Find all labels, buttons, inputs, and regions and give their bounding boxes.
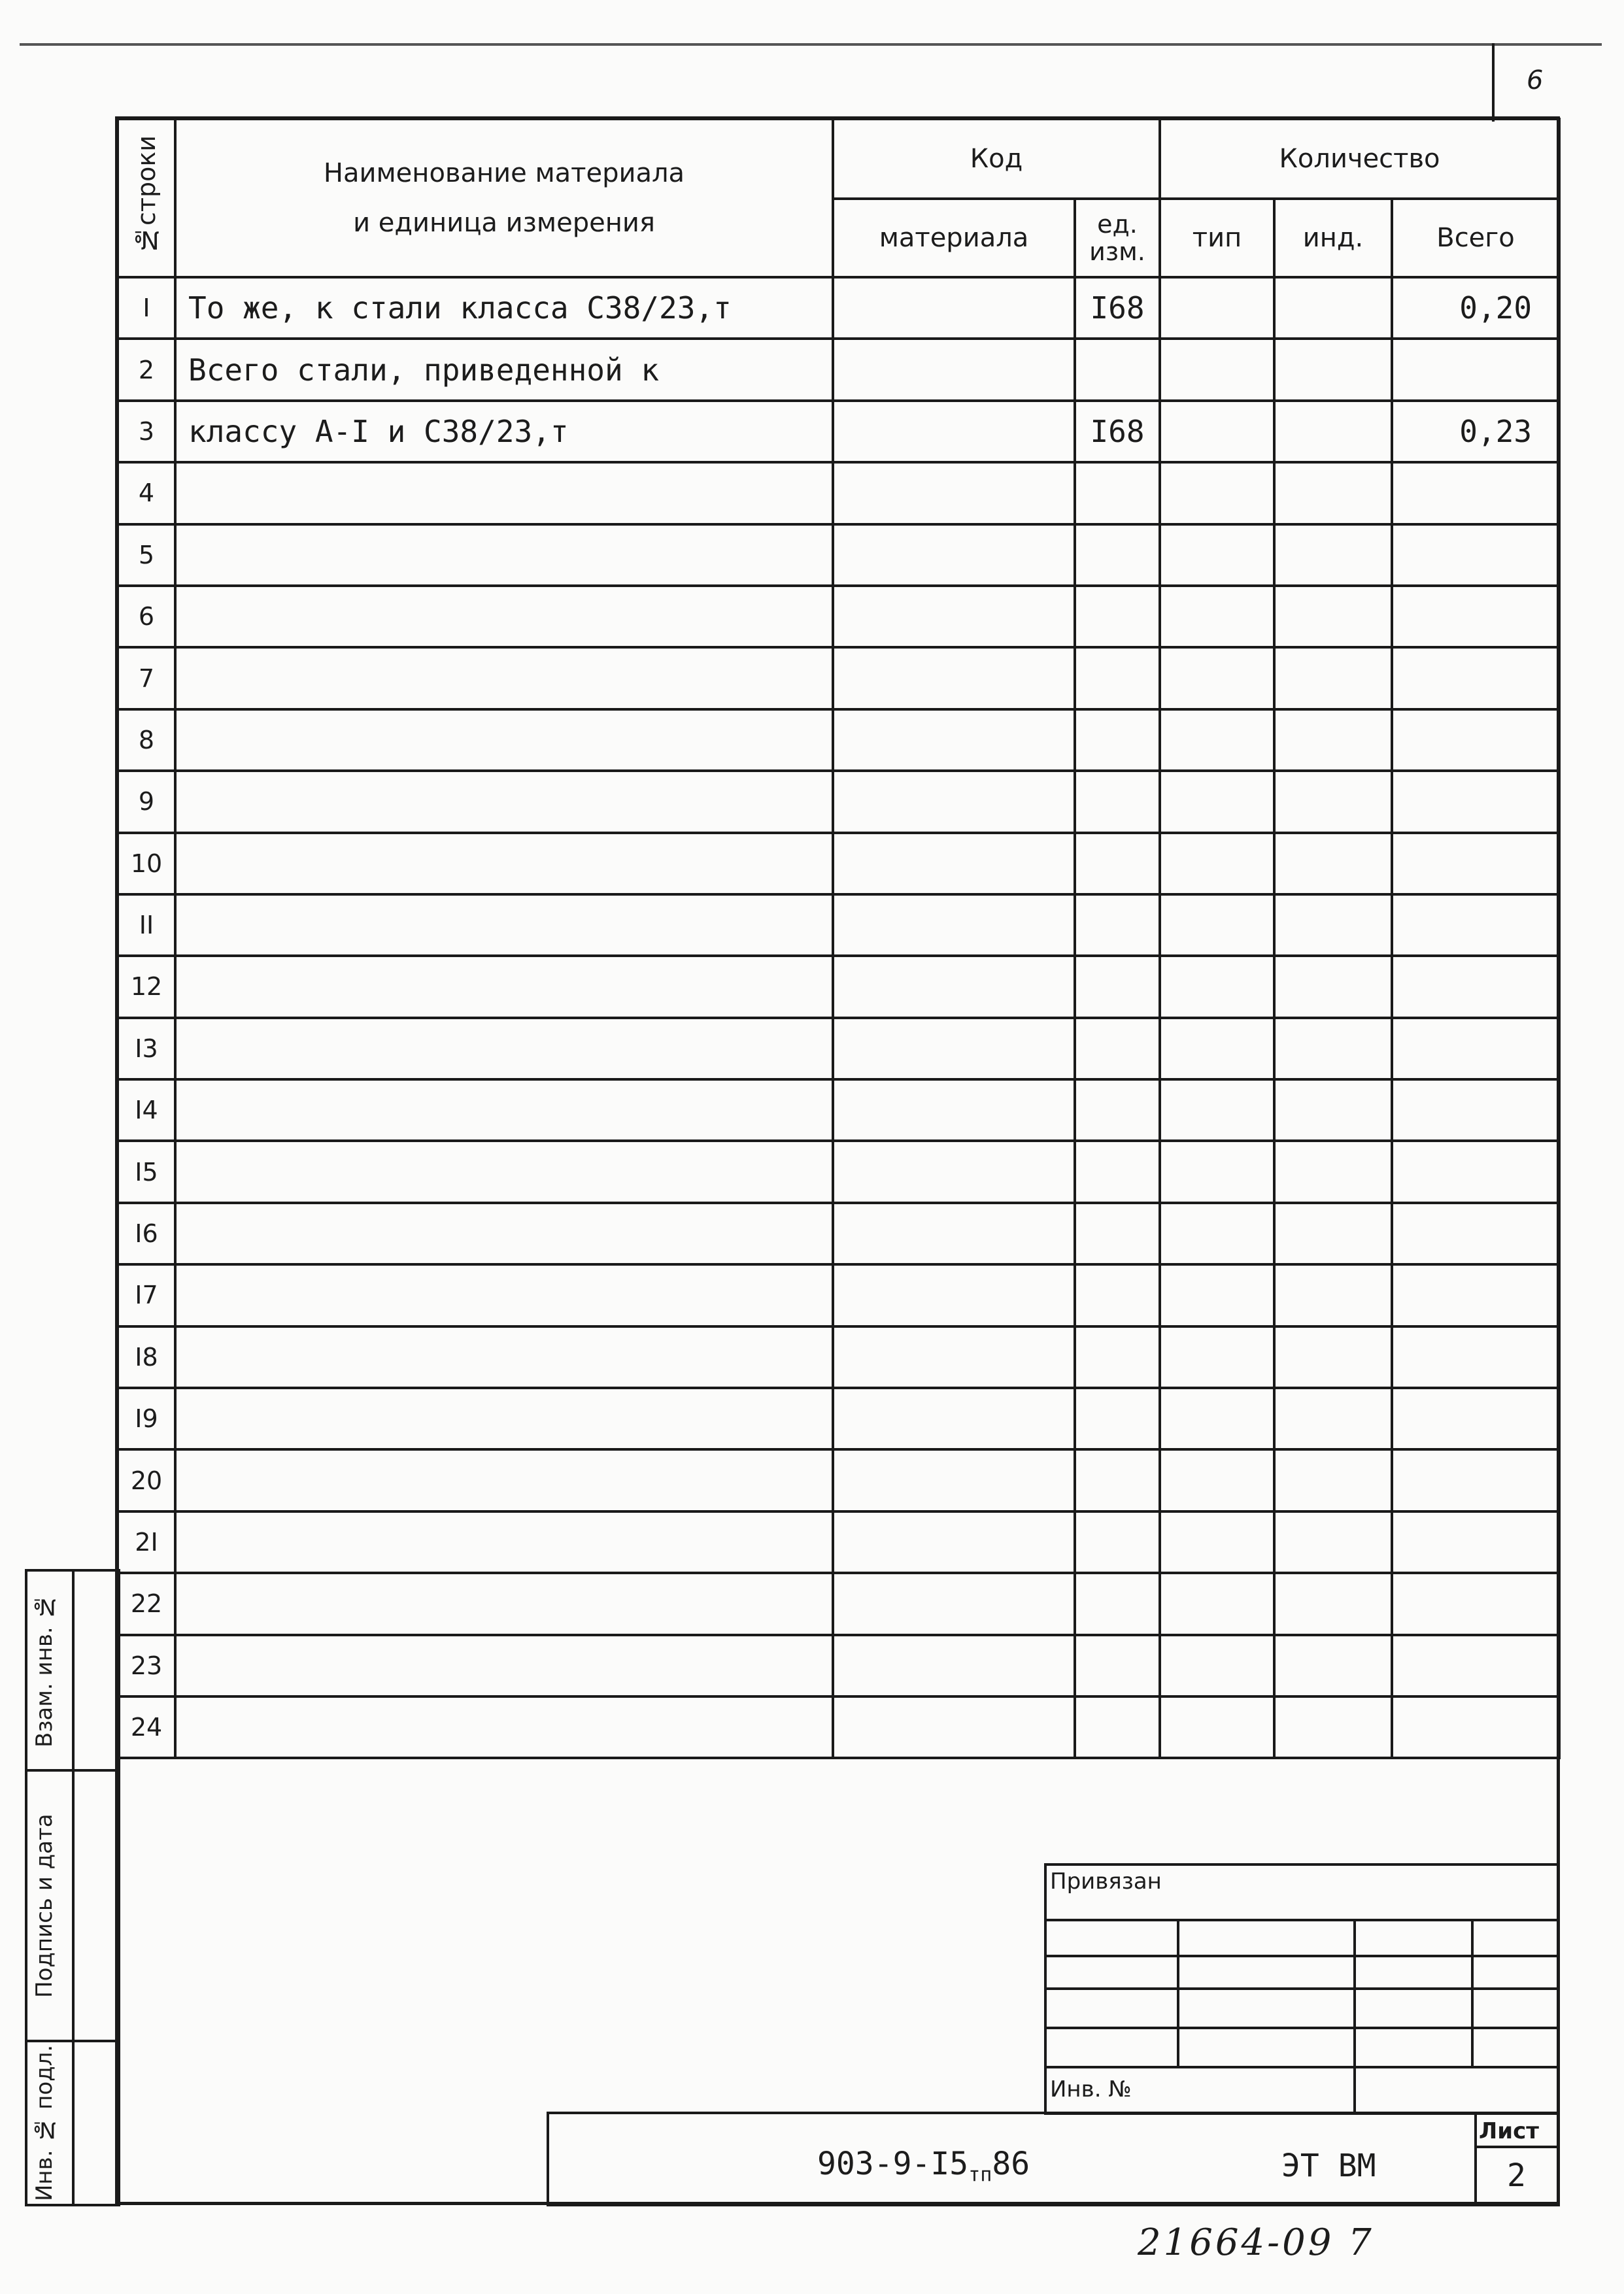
qty-ind-cell bbox=[1274, 956, 1392, 1017]
qty-total-cell bbox=[1392, 1203, 1559, 1264]
qty-type-cell bbox=[1160, 833, 1274, 894]
material-code-cell bbox=[833, 1326, 1075, 1388]
material-name-cell bbox=[175, 586, 833, 647]
header-row-number: №строки bbox=[118, 119, 175, 277]
qty-ind-cell bbox=[1274, 524, 1392, 586]
row-number-cell: 23 bbox=[118, 1635, 175, 1696]
row-number-cell: I6 bbox=[118, 1203, 175, 1264]
material-name-cell bbox=[175, 771, 833, 832]
material-code-cell bbox=[833, 1141, 1075, 1202]
header-material-name: Наименование материала и единица измерения bbox=[175, 119, 833, 277]
material-name-cell: То же, к стали класса С38/23,т bbox=[175, 277, 833, 339]
qty-type-cell bbox=[1160, 894, 1274, 956]
inv-no-label: Инв. № bbox=[1050, 2076, 1132, 2102]
attached-vline-1 bbox=[1177, 1919, 1179, 2066]
qty-total-cell bbox=[1392, 1326, 1559, 1388]
qty-type-cell bbox=[1160, 1635, 1274, 1696]
material-code-cell bbox=[833, 1388, 1075, 1449]
attached-vline-2 bbox=[1353, 1919, 1356, 2115]
table-row bbox=[118, 586, 1559, 647]
table-row bbox=[118, 894, 1559, 956]
qty-ind-cell bbox=[1274, 277, 1392, 339]
qty-type-cell bbox=[1160, 1018, 1274, 1079]
qty-type-cell bbox=[1160, 771, 1274, 832]
table-row bbox=[118, 1449, 1559, 1511]
table-row bbox=[118, 956, 1559, 1017]
unit-code-cell bbox=[1075, 1141, 1160, 1202]
header-row-top bbox=[118, 119, 1559, 199]
table-row bbox=[118, 339, 1559, 400]
handwritten-archive-number: 21664-09 7 bbox=[1138, 2221, 1374, 2264]
material-code-cell bbox=[833, 401, 1075, 462]
unit-code-cell: I68 bbox=[1075, 277, 1160, 339]
material-code-cell bbox=[833, 709, 1075, 771]
material-name-cell bbox=[175, 1635, 833, 1696]
qty-type-cell bbox=[1160, 462, 1274, 524]
table-row bbox=[118, 833, 1559, 894]
material-name-cell bbox=[175, 1326, 833, 1388]
material-code-cell bbox=[833, 586, 1075, 647]
corner-sheet-number: 6 bbox=[1527, 65, 1544, 95]
attached-label: Привязан bbox=[1050, 1868, 1162, 1895]
material-name-cell bbox=[175, 1079, 833, 1141]
material-name-cell bbox=[175, 1511, 833, 1573]
row-number-cell: 4 bbox=[118, 462, 175, 524]
side-box-signature-divider bbox=[72, 1769, 75, 2042]
unit-code-cell bbox=[1075, 1018, 1160, 1079]
side-label-vzam-inv: Взам. инв. № bbox=[31, 1593, 58, 1747]
row-number-cell: 9 bbox=[118, 771, 175, 832]
material-code-cell bbox=[833, 1264, 1075, 1326]
qty-ind-cell bbox=[1274, 833, 1392, 894]
qty-total-cell bbox=[1392, 647, 1559, 709]
qty-type-cell bbox=[1160, 1388, 1274, 1449]
unit-code-cell bbox=[1075, 1573, 1160, 1634]
row-number-cell: 8 bbox=[118, 709, 175, 771]
qty-total-cell bbox=[1392, 1511, 1559, 1573]
unit-code-cell bbox=[1075, 1388, 1160, 1449]
material-code-cell bbox=[833, 1696, 1075, 1758]
material-name-cell bbox=[175, 894, 833, 956]
unit-code-cell bbox=[1075, 771, 1160, 832]
material-code-cell bbox=[833, 1573, 1075, 1634]
side-label-inv-podl: Инв. № подл. bbox=[31, 2044, 58, 2202]
material-name-cell bbox=[175, 956, 833, 1017]
qty-type-cell bbox=[1160, 1511, 1274, 1573]
qty-total-cell bbox=[1392, 1573, 1559, 1634]
qty-type-cell bbox=[1160, 1079, 1274, 1141]
material-name-cell bbox=[175, 1018, 833, 1079]
unit-code-cell bbox=[1075, 1264, 1160, 1326]
material-code-cell bbox=[833, 771, 1075, 832]
document-mark: ЭТ ВМ bbox=[1281, 2148, 1376, 2184]
qty-type-cell bbox=[1160, 401, 1274, 462]
material-code-cell bbox=[833, 1018, 1075, 1079]
row-number-cell: I4 bbox=[118, 1079, 175, 1141]
unit-code-cell: I68 bbox=[1075, 401, 1160, 462]
header-qty-ind: инд. bbox=[1274, 199, 1392, 277]
row-number-cell: I9 bbox=[118, 1388, 175, 1449]
header-qty-total: Всего bbox=[1392, 199, 1559, 277]
table-row bbox=[118, 771, 1559, 832]
qty-ind-cell bbox=[1274, 1264, 1392, 1326]
qty-total-cell bbox=[1392, 1635, 1559, 1696]
sheet-label-divider bbox=[1474, 2146, 1560, 2148]
row-number-cell: 10 bbox=[118, 833, 175, 894]
qty-total-cell bbox=[1392, 1141, 1559, 1202]
row-number-cell: 22 bbox=[118, 1573, 175, 1634]
qty-total-cell bbox=[1392, 1264, 1559, 1326]
table-row bbox=[118, 709, 1559, 771]
qty-total-cell bbox=[1392, 709, 1559, 771]
table-row bbox=[118, 277, 1559, 339]
material-code-cell bbox=[833, 894, 1075, 956]
qty-ind-cell bbox=[1274, 462, 1392, 524]
material-code-cell bbox=[833, 339, 1075, 400]
material-name-cell bbox=[175, 1573, 833, 1634]
row-number-cell: I bbox=[118, 277, 175, 339]
qty-total-cell bbox=[1392, 1079, 1559, 1141]
qty-ind-cell bbox=[1274, 401, 1392, 462]
material-code-cell bbox=[833, 524, 1075, 586]
material-name-cell bbox=[175, 1449, 833, 1511]
qty-total-cell bbox=[1392, 833, 1559, 894]
attached-line-1 bbox=[1044, 1919, 1560, 1921]
material-name-cell bbox=[175, 1696, 833, 1758]
qty-ind-cell bbox=[1274, 1079, 1392, 1141]
row-number-cell: I7 bbox=[118, 1264, 175, 1326]
title-stamp bbox=[547, 2112, 1560, 2206]
material-name-cell bbox=[175, 1388, 833, 1449]
material-code-cell bbox=[833, 1635, 1075, 1696]
qty-total-cell bbox=[1392, 771, 1559, 832]
qty-ind-cell bbox=[1274, 1203, 1392, 1264]
qty-total-cell bbox=[1392, 1696, 1559, 1758]
material-name-cell: классу А-I и С38/23,т bbox=[175, 401, 833, 462]
unit-code-cell bbox=[1075, 1511, 1160, 1573]
row-number-cell: I8 bbox=[118, 1326, 175, 1388]
qty-type-cell bbox=[1160, 956, 1274, 1017]
material-name-cell bbox=[175, 524, 833, 586]
table-row bbox=[118, 647, 1559, 709]
unit-code-cell bbox=[1075, 586, 1160, 647]
table-row bbox=[118, 1018, 1559, 1079]
qty-type-cell bbox=[1160, 339, 1274, 400]
material-name-cell bbox=[175, 647, 833, 709]
qty-type-cell bbox=[1160, 1573, 1274, 1634]
qty-total-cell bbox=[1392, 1449, 1559, 1511]
qty-type-cell bbox=[1160, 709, 1274, 771]
qty-ind-cell bbox=[1274, 1326, 1392, 1388]
header-qty-type: тип bbox=[1160, 199, 1274, 277]
table-row bbox=[118, 1511, 1559, 1573]
material-code-cell bbox=[833, 1449, 1075, 1511]
unit-code-cell bbox=[1075, 956, 1160, 1017]
qty-total-cell bbox=[1392, 524, 1559, 586]
side-box-inv-podl-divider bbox=[72, 2040, 75, 2206]
qty-type-cell bbox=[1160, 1449, 1274, 1511]
row-number-cell: 24 bbox=[118, 1696, 175, 1758]
row-number-cell: 7 bbox=[118, 647, 175, 709]
side-box-vzam-inv-divider bbox=[72, 1569, 75, 1772]
sheet-label: Лист bbox=[1479, 2118, 1539, 2144]
qty-type-cell bbox=[1160, 1203, 1274, 1264]
qty-type-cell bbox=[1160, 1264, 1274, 1326]
attached-line-3 bbox=[1044, 1987, 1560, 1990]
qty-ind-cell bbox=[1274, 1141, 1392, 1202]
row-number-cell: 5 bbox=[118, 524, 175, 586]
material-name-cell bbox=[175, 1203, 833, 1264]
material-code-cell bbox=[833, 462, 1075, 524]
header-code-group: Код bbox=[833, 119, 1160, 199]
unit-code-cell bbox=[1075, 833, 1160, 894]
material-code-cell bbox=[833, 277, 1075, 339]
qty-ind-cell bbox=[1274, 1449, 1392, 1511]
material-name-cell bbox=[175, 833, 833, 894]
qty-type-cell bbox=[1160, 1141, 1274, 1202]
qty-ind-cell bbox=[1274, 1018, 1392, 1079]
material-code-cell bbox=[833, 956, 1075, 1017]
corner-divider bbox=[1492, 43, 1495, 122]
qty-ind-cell bbox=[1274, 586, 1392, 647]
table-row bbox=[118, 1573, 1559, 1634]
row-number-cell: 20 bbox=[118, 1449, 175, 1511]
qty-type-cell bbox=[1160, 647, 1274, 709]
material-name-cell: Всего стали, приведенной к bbox=[175, 339, 833, 400]
row-number-cell: 2 bbox=[118, 339, 175, 400]
specification-table bbox=[116, 118, 1561, 1759]
material-code-cell bbox=[833, 833, 1075, 894]
row-number-cell: 6 bbox=[118, 586, 175, 647]
material-name-cell bbox=[175, 462, 833, 524]
material-code-cell bbox=[833, 1511, 1075, 1573]
unit-code-cell bbox=[1075, 1203, 1160, 1264]
qty-type-cell bbox=[1160, 277, 1274, 339]
unit-code-cell bbox=[1075, 462, 1160, 524]
unit-code-cell bbox=[1075, 339, 1160, 400]
qty-total-cell bbox=[1392, 1018, 1559, 1079]
attached-vline-3 bbox=[1471, 1919, 1474, 2066]
table-row bbox=[118, 1326, 1559, 1388]
unit-code-cell bbox=[1075, 647, 1160, 709]
table-row bbox=[118, 1079, 1559, 1141]
qty-total-cell: 0,23 bbox=[1392, 401, 1559, 462]
qty-total-cell bbox=[1392, 339, 1559, 400]
top-rule bbox=[20, 43, 1602, 46]
qty-type-cell bbox=[1160, 1696, 1274, 1758]
document-code: $903-9-I5_{тп}86$ bbox=[817, 2146, 1030, 2187]
table-row bbox=[118, 1141, 1559, 1202]
attached-line-5 bbox=[1044, 2066, 1560, 2068]
row-number-cell: 12 bbox=[118, 956, 175, 1017]
row-number-cell: 2I bbox=[118, 1511, 175, 1573]
qty-ind-cell bbox=[1274, 647, 1392, 709]
material-code-cell bbox=[833, 1079, 1075, 1141]
header-code-unit: ед. изм. bbox=[1075, 199, 1160, 277]
qty-ind-cell bbox=[1274, 894, 1392, 956]
row-number-cell: 3 bbox=[118, 401, 175, 462]
qty-ind-cell bbox=[1274, 1696, 1392, 1758]
qty-ind-cell bbox=[1274, 771, 1392, 832]
qty-total-cell bbox=[1392, 1388, 1559, 1449]
unit-code-cell bbox=[1075, 524, 1160, 586]
table-row bbox=[118, 1635, 1559, 1696]
qty-ind-cell bbox=[1274, 1573, 1392, 1634]
table-row bbox=[118, 524, 1559, 586]
qty-ind-cell bbox=[1274, 1511, 1392, 1573]
table-row bbox=[118, 401, 1559, 462]
table-row bbox=[118, 1388, 1559, 1449]
qty-total-cell bbox=[1392, 586, 1559, 647]
qty-total-cell bbox=[1392, 894, 1559, 956]
material-name-cell bbox=[175, 709, 833, 771]
table-row bbox=[118, 1264, 1559, 1326]
material-name-cell bbox=[175, 1264, 833, 1326]
table-row bbox=[118, 1203, 1559, 1264]
qty-total-cell bbox=[1392, 956, 1559, 1017]
unit-code-cell bbox=[1075, 894, 1160, 956]
qty-total-cell: 0,20 bbox=[1392, 277, 1559, 339]
qty-ind-cell bbox=[1274, 339, 1392, 400]
side-label-signature-date: Подпись и дата bbox=[31, 1813, 58, 1998]
row-number-cell: I3 bbox=[118, 1018, 175, 1079]
material-code-cell bbox=[833, 1203, 1075, 1264]
qty-total-cell bbox=[1392, 462, 1559, 524]
header-code-material: материала bbox=[833, 199, 1075, 277]
qty-ind-cell bbox=[1274, 1388, 1392, 1449]
qty-type-cell bbox=[1160, 586, 1274, 647]
title-stamp-divider bbox=[1474, 2112, 1477, 2206]
material-code-cell bbox=[833, 647, 1075, 709]
unit-code-cell bbox=[1075, 709, 1160, 771]
attached-line-2 bbox=[1044, 1955, 1560, 1957]
material-name-cell bbox=[175, 1141, 833, 1202]
header-quantity-group: Количество bbox=[1160, 119, 1559, 199]
row-number-cell: I5 bbox=[118, 1141, 175, 1202]
attached-line-4 bbox=[1044, 2027, 1560, 2029]
unit-code-cell bbox=[1075, 1635, 1160, 1696]
table-row bbox=[118, 1696, 1559, 1758]
unit-code-cell bbox=[1075, 1696, 1160, 1758]
qty-ind-cell bbox=[1274, 1635, 1392, 1696]
unit-code-cell bbox=[1075, 1449, 1160, 1511]
unit-code-cell bbox=[1075, 1079, 1160, 1141]
unit-code-cell bbox=[1075, 1326, 1160, 1388]
sheet-number: 2 bbox=[1507, 2157, 1526, 2194]
row-number-cell: II bbox=[118, 894, 175, 956]
qty-type-cell bbox=[1160, 1326, 1274, 1388]
qty-type-cell bbox=[1160, 524, 1274, 586]
table-row bbox=[118, 462, 1559, 524]
qty-ind-cell bbox=[1274, 709, 1392, 771]
